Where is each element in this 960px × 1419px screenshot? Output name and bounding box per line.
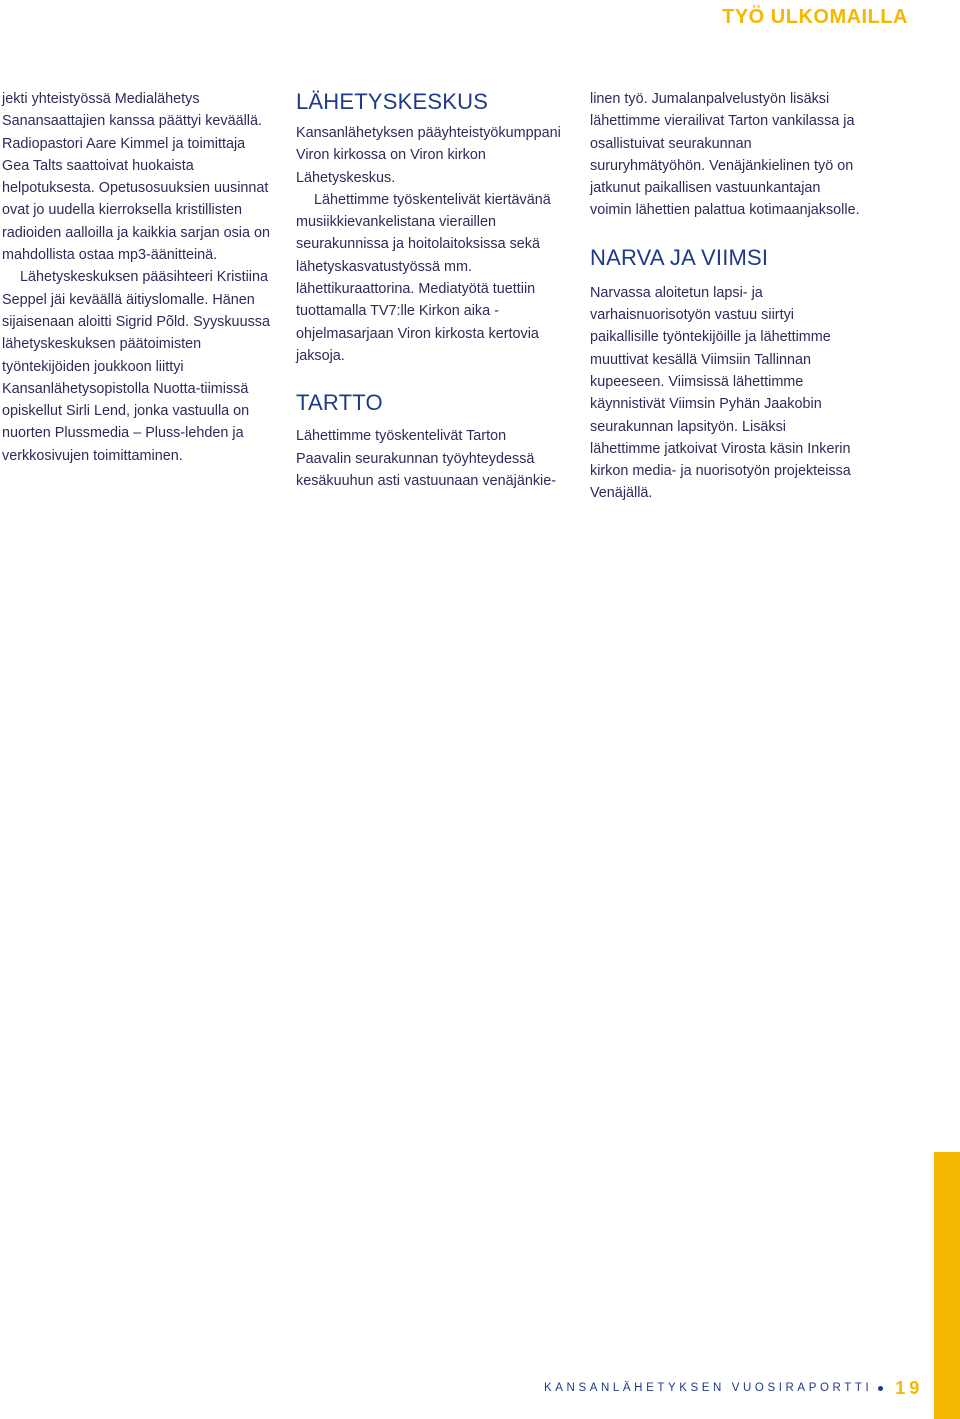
section-heading-narva-viimsi: NARVA JA VIIMSI <box>590 244 769 270</box>
article-column-3 <box>590 88 860 505</box>
page-footer <box>544 1378 923 1398</box>
paragraph: Narvassa aloitetun lapsi- ja varhaisnuorisotyön vastuu siirtyi paikallisille työntekijöille ja lähettimme muuttivat kesällä Viimsiin Tallinnan kupeeseen. Viimsissä lähettimme käynnistivät Viimsin Pyhän Jaakobin seurakunnan lapsityön. Lisäksi lähettimme jatkoivat Virosta käsin Inkerin kirkon media- ja nuorisotyön projekteissa Venäjällä. <box>590 284 851 502</box>
paragraph: jekti yhteistyössä Medialähetys Sanansaattajien kanssa päättyi keväällä. Radiopastori Aare Kimmel ja toimittaja Gea Talts saattoivat huokaista helpotuksesta. Opetusosuuksien uusinnat ovat jo uudella kierroksella kristillisten radioiden aalloilla ja kaikkia sarjan osia on mahdollista ostaa mp3-äänitteinä. <box>2 91 270 264</box>
bullet-separator <box>878 1386 883 1391</box>
accent-side-bar <box>934 1152 960 1419</box>
paragraph: linen työ. Jumalanpalvelustyön lisäksi lähettimme vierailivat Tarton vankilassa ja osallistuivat seurakunnan sururyhmätyöhön. Venäjänkielinen työ on jatkunut paikallisen vastuunkantajan voimin lähettien palattua kotimaanjaksolle. <box>590 91 860 219</box>
page-number: 19 <box>895 1377 924 1398</box>
section-heading-tartto: TARTTO <box>296 390 383 416</box>
section-heading-lahetyskeskus: LÄHETYSKESKUS <box>296 89 489 114</box>
paragraph: Kansanlähetyksen pääyhteistyökumppani Viron kirkossa on Viron kirkon Lähetyskeskus. <box>296 125 561 186</box>
paragraph: Lähettimme työskentelivät Tarton Paavalin seurakunnan työyhteydessä kesäkuuhun asti vastuunaan venäjänkie- <box>296 428 557 489</box>
paragraph: Lähetyskeskuksen pääsihteeri Kristiina Seppel jäi keväällä äitiyslomalle. Hänen sijaisenaan aloitti Sigrid Põld. Syyskuussa lähetyskeskuksen päätoimisten työntekijöiden joukkoon liittyi Kansanlähetysopistolla Nuotta-tiimissä opiskellut Sirli Lend, jonka vastuulla on nuorten Plussmedia – Pluss-lehden ja verkkosivujen toimittaminen. <box>2 269 270 464</box>
article-column-2 <box>296 88 564 492</box>
section-title: TYÖ ULKOMAILLA <box>722 6 908 28</box>
paragraph: Lähettimme työskentelivät kiertävänä musiikkievankelistana vieraillen seurakunnissa ja hoitolaitoksissa sekä lähetyskasvatustyössä mm. lähettikuraattorina. Mediatyötä tuettiin tuottamalla TV7:lle Kirkon aika -ohjelmasarjaan Viron kirkosta kertovia jaksoja. <box>296 191 551 364</box>
publication-name: KANSANLÄHETYKSEN VUOSIRAPORTTI <box>544 1382 873 1394</box>
article-column-1 <box>2 88 270 467</box>
